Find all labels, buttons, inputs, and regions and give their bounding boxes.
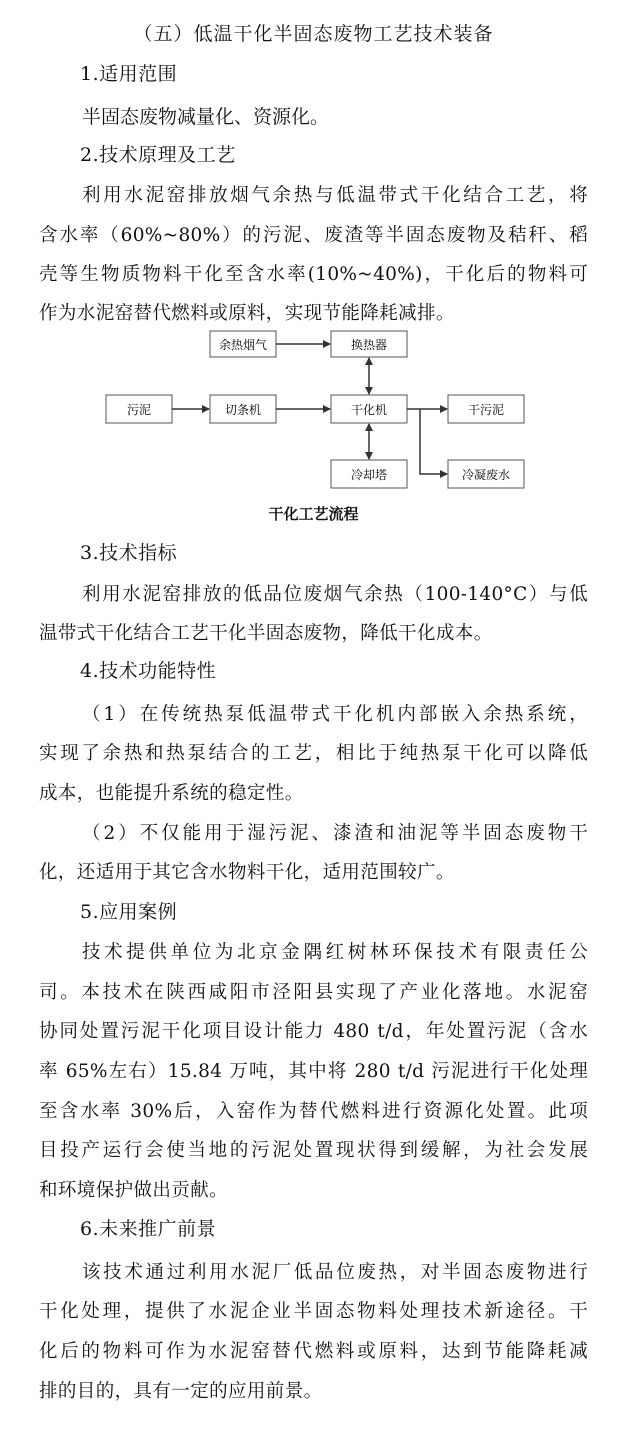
paragraph-principle-line: 含水率（60%~80%）的污泥、废渣等半固态废物及秸秆、稻 bbox=[39, 225, 588, 246]
paragraph-scope: 半固态废物减量化、资源化。 bbox=[82, 106, 330, 128]
paragraph-prospects-line: 该技术通过利用水泥厂低品位废热，对半固态废物进行 bbox=[82, 1262, 588, 1283]
paragraph-principle-line: 作为水泥窑替代燃料或原料，实现节能降耗减排。 bbox=[39, 303, 455, 324]
paragraph-case-line: 技术提供单位为北京金隅红树林环保技术有限责任公 bbox=[82, 942, 588, 963]
paragraph-prospects-line: 排的目的，具有一定的应用前景。 bbox=[39, 1381, 323, 1402]
node-waste-gas-label: 余热烟气 bbox=[218, 338, 268, 352]
paragraph-features-line: 成本，也能提升系统的稳定性。 bbox=[39, 783, 304, 804]
paragraph-case-line: 和环境保护做出贡献。 bbox=[39, 1180, 229, 1201]
section-heading-principle: 2.技术原理及工艺 bbox=[80, 144, 236, 166]
section-heading-indicators: 3.技术指标 bbox=[80, 542, 178, 564]
paragraph-case-line: 目投产运行会使当地的污泥处置现状得到缓解，为社会发展 bbox=[39, 1140, 588, 1161]
node-cooling-tower bbox=[331, 460, 407, 488]
arrow-to-condensate bbox=[420, 409, 447, 474]
node-dryer-label: 干化机 bbox=[350, 403, 388, 417]
paragraph-case-line: 司。本技术在陕西咸阳市泾阳县实现了产业化落地。水泥窑 bbox=[39, 982, 588, 1003]
diagram-caption: 干化工艺流程 bbox=[268, 505, 359, 523]
paragraph-prospects-line: 干化处理，提供了水泥企业半固态物料处理技术新途径。干 bbox=[39, 1301, 588, 1322]
node-condensate-label: 冷凝废水 bbox=[461, 468, 511, 482]
node-cutter bbox=[210, 395, 276, 423]
node-dry-sludge bbox=[448, 395, 524, 423]
node-cutter-label: 切条机 bbox=[224, 403, 262, 417]
paragraph-indicators-line: 利用水泥窑排放的低品位废烟气余热（100-140°C）与低 bbox=[82, 584, 588, 605]
paragraph-prospects-line: 化后的物料可作为水泥窑替代燃料或原料，达到节能降耗减 bbox=[39, 1341, 588, 1362]
page-title: （五）低温干化半固态废物工艺技术装备 bbox=[133, 23, 494, 45]
paragraph-indicators-line: 温带式干化结合工艺干化半固态废物，降低干化成本。 bbox=[39, 623, 493, 644]
node-dry-sludge-label: 干污泥 bbox=[467, 403, 505, 417]
paragraph-case-line: 协同处置污泥干化项目设计能力 480 t/d，年处置污泥（含水 bbox=[39, 1021, 588, 1042]
paragraph-features-line: 化，还适用于其它含水物料干化，适用范围较广。 bbox=[39, 862, 455, 883]
node-sludge bbox=[106, 395, 172, 423]
paragraph-principle-line: 利用水泥窑排放烟气余热与低温带式干化结合工艺，将 bbox=[82, 185, 588, 206]
paragraph-features-line: （2）不仅能用于湿污泥、漆渣和油泥等半固态废物干 bbox=[82, 823, 588, 844]
paragraph-principle-line: 壳等生物质物料干化至含水率(10%~40%)，干化后的物料可 bbox=[39, 264, 588, 285]
section-heading-scope: 1.适用范围 bbox=[80, 63, 178, 85]
process-flow-diagram bbox=[0, 325, 627, 495]
paragraph-features-line: （1）在传统热泵低温带式干化机内部嵌入余热系统， bbox=[82, 704, 588, 725]
node-condensate bbox=[448, 460, 524, 488]
node-dryer bbox=[331, 395, 407, 423]
node-sludge-label: 污泥 bbox=[126, 403, 152, 417]
paragraph-case-line: 率 65%左右）15.84 万吨，其中将 280 t/d 污泥进行干化处理 bbox=[39, 1061, 588, 1082]
section-heading-features: 4.技术功能特性 bbox=[80, 660, 217, 682]
paragraph-case-line: 至含水率 30%后，入窑作为替代燃料进行资源化处置。此项 bbox=[39, 1101, 588, 1122]
node-heat-exchanger-label: 换热器 bbox=[350, 338, 388, 352]
section-heading-prospects: 6.未来推广前景 bbox=[80, 1218, 217, 1240]
paragraph-features-line: 实现了余热和热泵结合的工艺，相比于纯热泵干化可以降低 bbox=[39, 743, 588, 764]
section-heading-case: 5.应用案例 bbox=[80, 901, 178, 923]
node-heat-exchanger bbox=[331, 331, 407, 357]
node-cooling-tower-label: 冷却塔 bbox=[350, 468, 388, 482]
node-waste-gas bbox=[210, 331, 276, 357]
